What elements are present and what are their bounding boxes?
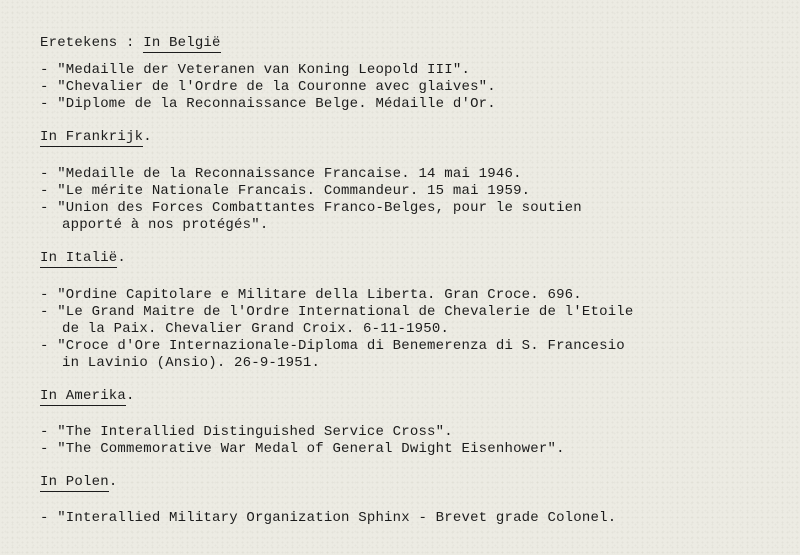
list-item: - "Union des Forces Combattantes Franco-Belges, pour le soutien bbox=[40, 200, 582, 216]
section-heading-frankrijk: In Frankrijk. bbox=[40, 129, 152, 145]
list-item: - "Le mérite Nationale Francais. Commandeur. 15 mai 1959. bbox=[40, 183, 531, 199]
list-item-continuation: in Lavinio (Ansio). 26-9-1951. bbox=[62, 355, 321, 371]
list-item-continuation: de la Paix. Chevalier Grand Croix. 6-11-1950. bbox=[62, 321, 450, 337]
heading-belgie: In België bbox=[143, 35, 221, 51]
list-item: - "Diplome de la Reconnaissance Belge. Médaille d'Or. bbox=[40, 96, 496, 112]
list-item: - "Ordine Capitolare e Militare della Liberta. Gran Croce. 696. bbox=[40, 287, 582, 303]
list-item: - "Le Grand Maitre de l'Ordre International de Chevalerie de l'Etoile bbox=[40, 304, 634, 320]
list-item: - "The Interallied Distinguished Service Cross". bbox=[40, 424, 453, 440]
list-item: - "Chevalier de l'Ordre de la Couronne avec glaives". bbox=[40, 79, 496, 95]
list-item: - "Medaille de la Reconnaissance Francaise. 14 mai 1946. bbox=[40, 166, 522, 182]
section-heading-polen: In Polen. bbox=[40, 474, 118, 490]
list-item: - "Medaille der Veteranen van Koning Leopold III". bbox=[40, 62, 471, 78]
list-item: - "Croce d'Ore Internazionale-Diploma di Benemerenza di S. Francesio bbox=[40, 338, 625, 354]
list-item: - "The Commemorative War Medal of General Dwight Eisenhower". bbox=[40, 441, 565, 457]
section-heading-amerika: In Amerika. bbox=[40, 388, 135, 404]
intro-prefix: Eretekens : bbox=[40, 35, 144, 51]
list-item-continuation: apporté à nos protégés". bbox=[62, 217, 269, 233]
section-heading-italie: In Italië. bbox=[40, 250, 127, 266]
list-item: - "Interallied Military Organization Sphinx - Brevet grade Colonel. bbox=[40, 510, 617, 526]
intro-line bbox=[40, 35, 221, 52]
